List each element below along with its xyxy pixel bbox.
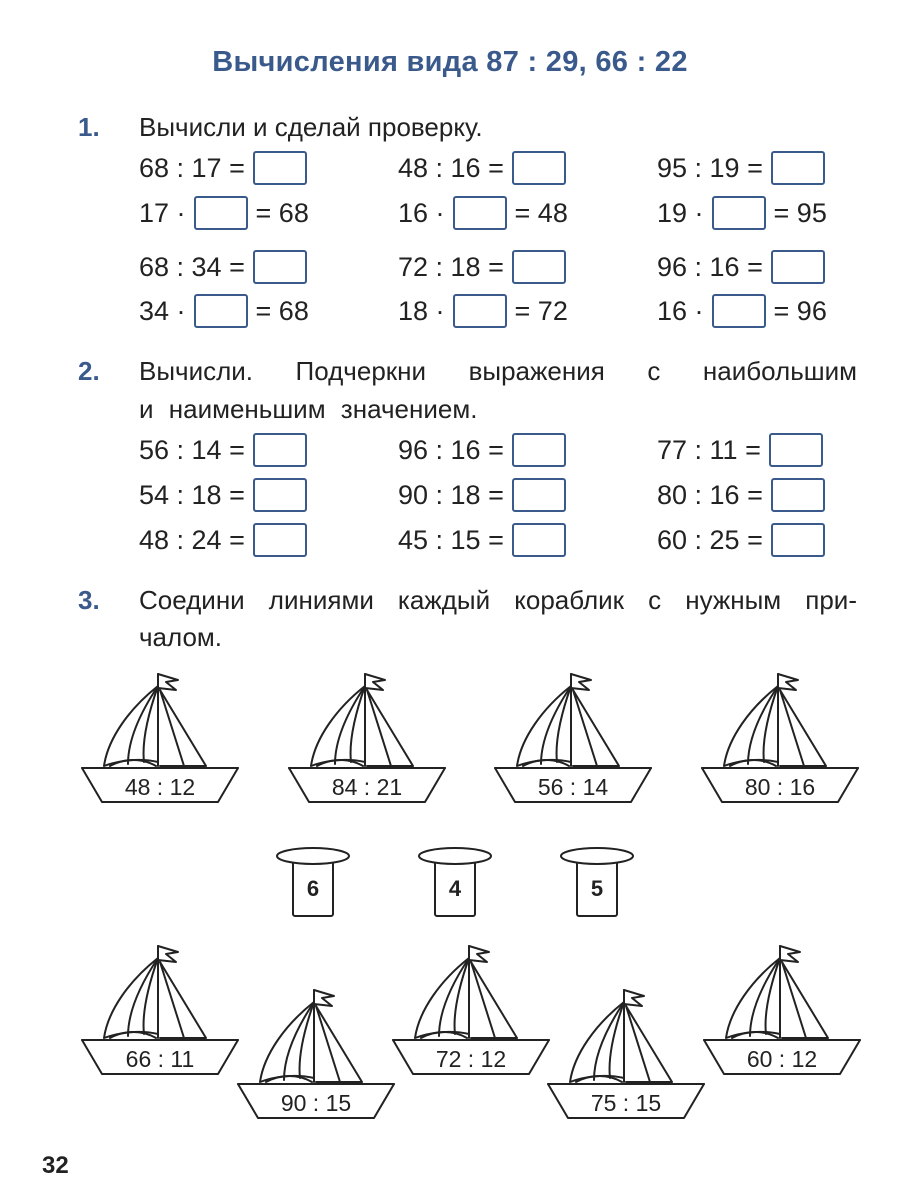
task1-row2-expr3: 19 · = 95 [657, 194, 827, 232]
boat-label: 60 : 12 [746, 1046, 818, 1072]
answer-box[interactable] [771, 523, 825, 557]
task3-number: 3. [78, 585, 100, 615]
boat-label: 75 : 15 [590, 1090, 662, 1116]
pier[interactable] [417, 846, 493, 918]
task1-row3-expr1: 68 : 34 = [139, 248, 307, 286]
boat[interactable] [80, 940, 240, 1080]
pier[interactable] [559, 846, 635, 918]
answer-box[interactable] [771, 151, 825, 185]
boat[interactable] [391, 940, 551, 1080]
task2-line2: и наименьшим значением. [139, 394, 478, 424]
boat[interactable] [493, 668, 653, 808]
task2-row2-expr1: 54 : 18 = [139, 476, 307, 514]
task3-line1: Соедини линиями каждый кораблик с нужным при- [139, 585, 857, 615]
task1-row1-expr1: 68 : 17 = [139, 149, 307, 187]
page-number: 32 [42, 1152, 69, 1179]
task2-row1-expr3: 77 : 11 = [657, 431, 823, 469]
answer-box[interactable] [512, 151, 566, 185]
boat-label: 80 : 16 [744, 774, 816, 800]
task2-row2-expr2: 90 : 18 = [398, 476, 566, 514]
boat-label: 72 : 12 [435, 1046, 507, 1072]
answer-box[interactable] [512, 523, 566, 557]
pier-label: 4 [448, 876, 462, 901]
answer-box[interactable] [771, 250, 825, 284]
boat[interactable] [287, 668, 447, 808]
boat[interactable] [80, 668, 240, 808]
answer-box[interactable] [771, 478, 825, 512]
answer-box[interactable] [512, 250, 566, 284]
task1-number: 1. [78, 112, 100, 142]
page-title: Вычисления вида 87 : 29, 66 : 22 [212, 46, 688, 78]
boat-label: 66 : 11 [125, 1046, 195, 1072]
task1-row3-expr3: 96 : 16 = [657, 248, 825, 286]
answer-box[interactable] [253, 250, 307, 284]
task2-row3-expr1: 48 : 24 = [139, 521, 307, 559]
boat-label: 84 : 21 [331, 774, 403, 800]
task3-line2: чалом. [139, 622, 223, 652]
answer-box[interactable] [253, 151, 307, 185]
task1-row1-expr3: 95 : 19 = [657, 149, 825, 187]
boat[interactable] [702, 940, 862, 1080]
pier[interactable] [275, 846, 351, 918]
pier-label: 5 [590, 876, 604, 901]
task2-row3-expr2: 45 : 15 = [398, 521, 566, 559]
answer-box[interactable] [512, 478, 566, 512]
task2-row1-expr1: 56 : 14 = [139, 431, 307, 469]
boat[interactable] [546, 984, 706, 1124]
answer-box[interactable] [194, 294, 248, 328]
answer-box[interactable] [253, 433, 307, 467]
answer-box[interactable] [453, 196, 507, 230]
task1-row3-expr2: 72 : 18 = [398, 248, 566, 286]
task2-number: 2. [78, 356, 100, 386]
answer-box[interactable] [453, 294, 507, 328]
task1-row2-expr1: 17 · = 68 [139, 194, 309, 232]
task2-row1-expr2: 96 : 16 = [398, 431, 566, 469]
task2-row2-expr3: 80 : 16 = [657, 476, 825, 514]
boat[interactable] [236, 984, 396, 1124]
task1-row4-expr3: 16 · = 96 [657, 292, 827, 330]
answer-box[interactable] [712, 294, 766, 328]
task2-line1: Вычисли. Подчеркни выражения с наибольшим [139, 356, 857, 386]
boat-label: 48 : 12 [124, 774, 196, 800]
task1-row2-expr2: 16 · = 48 [398, 194, 568, 232]
answer-box[interactable] [712, 196, 766, 230]
task1-row4-expr2: 18 · = 72 [398, 292, 568, 330]
task1-row1-expr2: 48 : 16 = [398, 149, 566, 187]
pier-label: 6 [306, 876, 320, 901]
task1-row4-expr1: 34 · = 68 [139, 292, 309, 330]
boat-label: 56 : 14 [537, 774, 609, 800]
boat-label: 90 : 15 [280, 1090, 352, 1116]
task1-text: Вычисли и сделай проверку. [139, 112, 483, 142]
answer-box[interactable] [769, 433, 823, 467]
answer-box[interactable] [194, 196, 248, 230]
boat[interactable] [700, 668, 860, 808]
answer-box[interactable] [253, 523, 307, 557]
answer-box[interactable] [253, 478, 307, 512]
task2-row3-expr3: 60 : 25 = [657, 521, 825, 559]
answer-box[interactable] [512, 433, 566, 467]
